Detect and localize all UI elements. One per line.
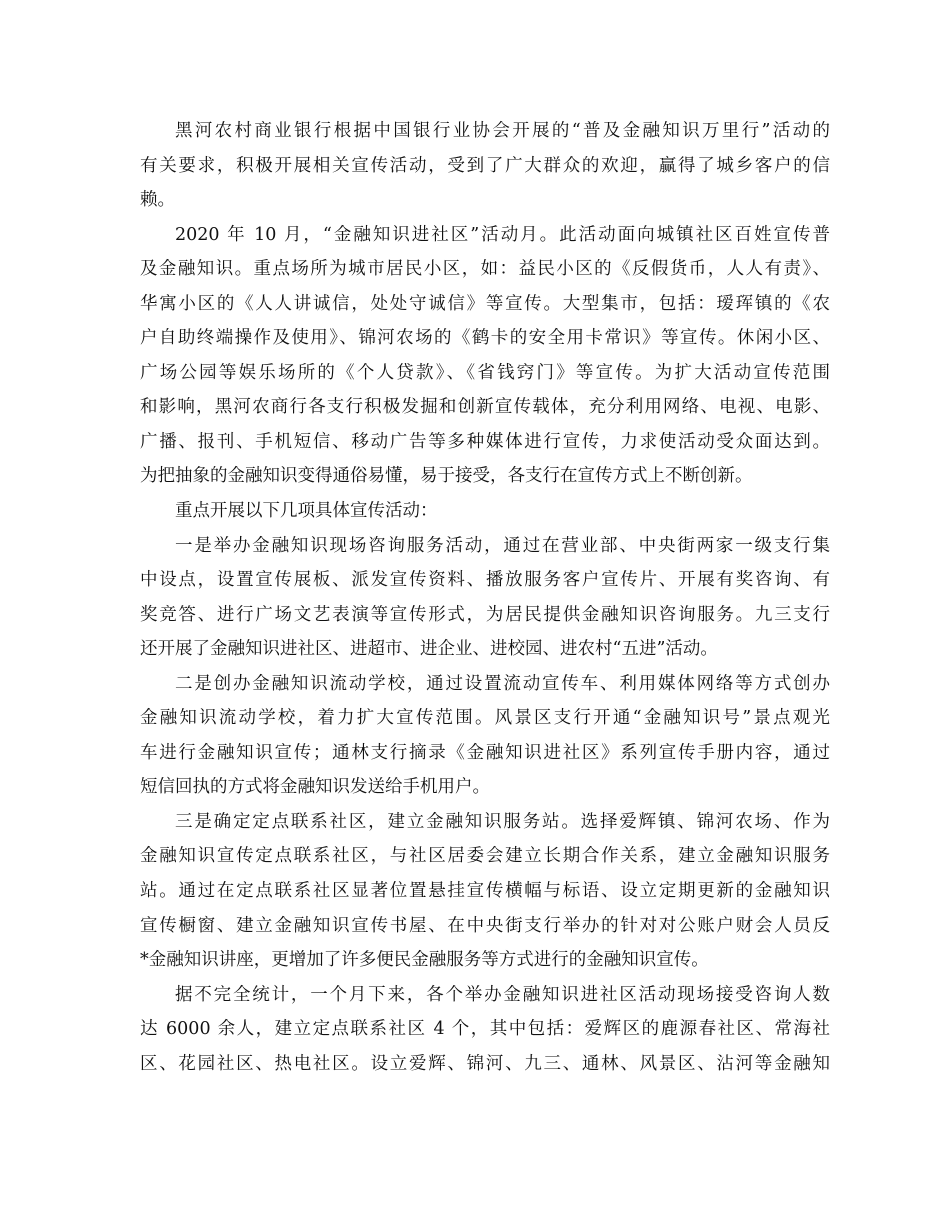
text-line: 二是创办金融知识流动学校，通过设置流动宣传车、利用媒体网络等方式创办 bbox=[175, 673, 830, 694]
text-line: 金融知识流动学校，着力扩大宣传范围。风景区支行开通“金融知识号”景点观光 bbox=[140, 708, 830, 729]
document-body bbox=[140, 114, 830, 1081]
text-line: 广场公园等娱乐场所的《个人贷款》、《省钱窍门》等宣传。为扩大活动宣传范围 bbox=[140, 362, 830, 383]
text-line: *金融知识讲座，更增加了许多便民金融服务等方式进行的金融知识宣传。 bbox=[140, 950, 709, 971]
text-line: 还开展了金融知识进社区、进超市、进企业、进校园、进农村“五进”活动。 bbox=[140, 639, 718, 660]
text-line: 华寓小区的《人人讲诚信，处处守诚信》等宣传。大型集市，包括：瑷珲镇的《农 bbox=[140, 293, 830, 314]
text-line: 据不完全统计，一个月下来，各个举办金融知识进社区活动现场接受咨询人数 bbox=[175, 984, 830, 1005]
text-line: 中设点，设置宣传展板、派发宣传资料、播放服务客户宣传片、开展有奖咨询、有 bbox=[140, 570, 830, 591]
text-line: 站。通过在定点联系社区显著位置悬挂宣传横幅与标语、设立定期更新的金融知识 bbox=[140, 881, 830, 902]
text-line: 区、花园社区、热电社区。设立爱辉、锦河、九三、通林、风景区、沾河等金融知 bbox=[140, 1053, 830, 1074]
text-line: 广播、报刊、手机短信、移动广告等多种媒体进行宣传，力求使活动受众面达到。 bbox=[140, 431, 830, 452]
text-line: 户自助终端操作及使用》、锦河农场的《鹤卡的安全用卡常识》等宣传。休闲小区、 bbox=[140, 328, 830, 349]
text-line: 及金融知识。重点场所为城市居民小区，如：益民小区的《反假货币，人人有责》、 bbox=[140, 259, 830, 280]
text-line: 短信回执的方式将金融知识发送给手机用户。 bbox=[140, 777, 490, 798]
text-line: 重点开展以下几项具体宣传活动： bbox=[175, 501, 438, 522]
text-line: 宣传橱窗、建立金融知识宣传书屋、在中央街支行举办的针对对公账户财会人员反 bbox=[140, 915, 830, 936]
text-line: 有关要求，积极开展相关宣传活动，受到了广大群众的欢迎，赢得了城乡客户的信 bbox=[140, 155, 830, 176]
text-line: 三是确定定点联系社区，建立金融知识服务站。选择爱辉镇、锦河农场、作为 bbox=[175, 811, 830, 832]
text-line: 2020 年 10 月，“金融知识进社区”活动月。此活动面向城镇社区百姓宣传普 bbox=[175, 224, 830, 245]
text-line: 达 6000 余人，建立定点联系社区 4 个，其中包括：爱辉区的鹿源春社区、常海社 bbox=[140, 1019, 830, 1040]
text-line: 一是举办金融知识现场咨询服务活动，通过在营业部、中央街两家一级支行集 bbox=[175, 535, 830, 556]
text-line: 金融知识宣传定点联系社区，与社区居委会建立长期合作关系，建立金融知识服务 bbox=[140, 846, 830, 867]
text-line: 黑河农村商业银行根据中国银行业协会开展的“普及金融知识万里行”活动的 bbox=[175, 121, 830, 141]
text-line: 奖竞答、进行广场文艺表演等宣传形式，为居民提供金融知识咨询服务。九三支行 bbox=[140, 604, 830, 625]
text-line: 赖。 bbox=[140, 190, 175, 211]
text-line: 和影响，黑河农商行各支行积极发掘和创新宣传载体，充分利用网络、电视、电影、 bbox=[140, 397, 830, 418]
text-line: 车进行金融知识宣传；通林支行摘录《金融知识进社区》系列宣传手册内容，通过 bbox=[140, 742, 830, 763]
text-line: 为把抽象的金融知识变得通俗易懂，易于接受，各支行在宣传方式上不断创新。 bbox=[140, 466, 753, 487]
